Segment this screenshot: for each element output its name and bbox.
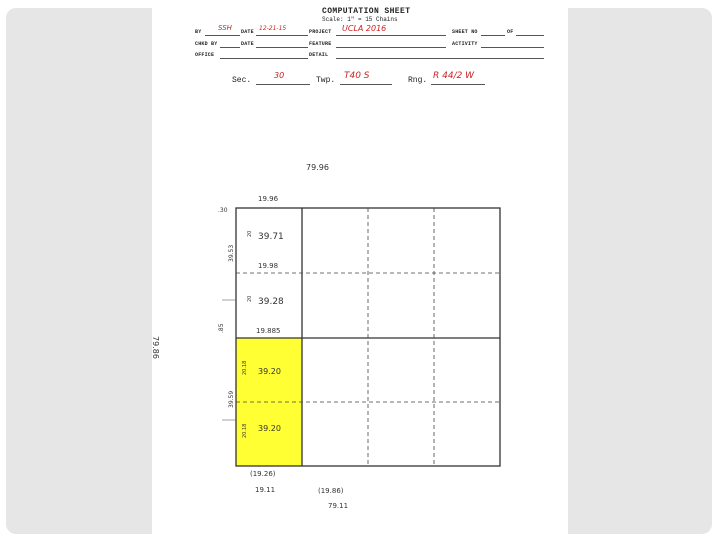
project-label: PROJECT (309, 29, 332, 35)
rng-value: R 44/2 W (433, 71, 475, 81)
sec-label: Sec. (232, 76, 252, 85)
date-value: 12-21-15 (259, 25, 287, 32)
by-label: BY (195, 29, 202, 35)
west-upper-value: 39.53 (228, 244, 235, 262)
by-value: SSH (218, 24, 232, 32)
bottom2-paren-value: (19.86) (318, 487, 344, 495)
lot4-side: 20.18 (242, 423, 248, 438)
feature-label: FEATURE (309, 41, 332, 47)
bottom1-value: 19.11 (255, 486, 276, 494)
project-value: UCLA 2016 (342, 24, 387, 33)
lot1-side: 20 (247, 230, 253, 237)
date2-label: DATE (241, 41, 254, 47)
west-mid-value: .85 (218, 323, 225, 333)
mid-value: 19.98 (258, 262, 279, 270)
sheet-scale: Scale: 1" = 15 Chains (322, 16, 398, 23)
plat-left-label: 79.86 (151, 336, 160, 359)
sheet-title: COMPUTATION SHEET (322, 7, 411, 16)
north-row-value: 19.96 (258, 195, 279, 203)
activity-label: ACTIVITY (452, 41, 478, 47)
center-value: 19.885 (256, 327, 281, 335)
bottom1-paren-value: (19.26) (250, 470, 276, 478)
twp-value: T40 S (344, 71, 370, 81)
lot3-side: 20.18 (242, 360, 248, 375)
sheet-no-label: SHEET NO (452, 29, 478, 35)
lot4-area: 39.20 (258, 424, 281, 433)
lot2-area: 39.28 (258, 297, 284, 307)
lot2-side: 20 (247, 295, 253, 302)
corner-value: .30 (218, 207, 228, 214)
office-label: OFFICE (195, 52, 215, 58)
lot3-area: 39.20 (258, 367, 281, 376)
date-label: DATE (241, 29, 254, 35)
lot1-area: 39.71 (258, 232, 284, 242)
twp-label: Twp. (316, 76, 336, 85)
sec-value: 30 (274, 71, 285, 80)
chkd-label: CHKD BY (195, 41, 218, 47)
bottom2-value: 79.11 (328, 502, 349, 510)
of-label: OF (507, 29, 514, 35)
rng-label: Rng. (408, 76, 428, 85)
detail-label: DETAIL (309, 52, 329, 58)
west-lower-value: 39.59 (228, 390, 235, 408)
plat-top-label: 79.96 (306, 163, 329, 172)
